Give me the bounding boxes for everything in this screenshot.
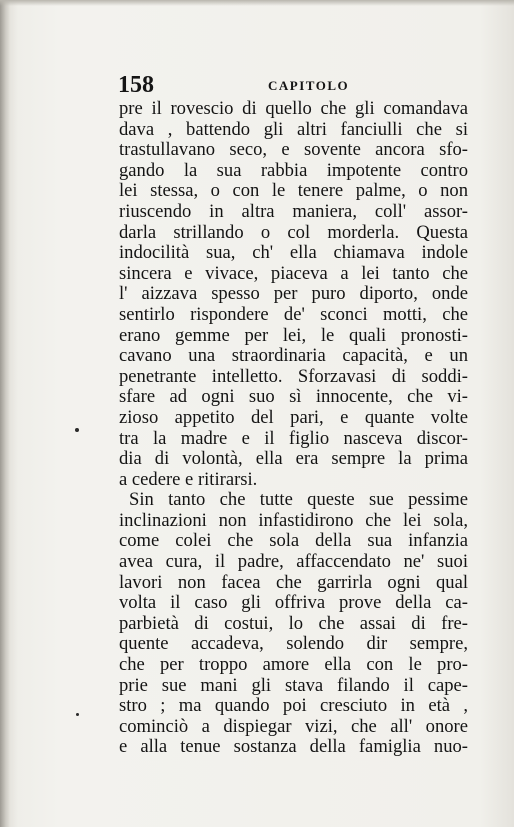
text-line: riuscendo in altra maniera, coll' assor- (119, 201, 468, 222)
page-header (118, 72, 468, 98)
text-line: e alla tenue sostanza della famiglia nuo- (119, 737, 468, 758)
text-line: cominciò a dispiegar vizi, che all' onore (119, 716, 468, 737)
text-line: zioso appetito del pari, e quante volte (119, 407, 468, 428)
text-line: gando la sua rabbia impotente contro (119, 160, 468, 181)
text-line: trastullavano seco, e sovente ancora sfo- (119, 140, 468, 161)
text-line: lei stessa, o con le tenere palme, o non (119, 181, 468, 202)
text-line: come colei che sola della sua infanzia (119, 531, 468, 552)
page-top-edge (0, 0, 514, 6)
text-line: sincera e vivace, piaceva a lei tanto che (119, 263, 468, 284)
text-line: tra la madre e il figlio nasceva discor- (119, 428, 468, 449)
ink-speck (76, 713, 79, 716)
text-line: che per troppo amore ella con le pro- (119, 655, 468, 676)
running-head: CAPITOLO (268, 78, 350, 93)
text-line: pre il rovescio di quello che gli comandava (119, 99, 468, 119)
text-line: quente accadeva, solendo dir sempre, (119, 634, 468, 655)
text-line: Sin tanto che tutte queste sue pessime (129, 490, 468, 511)
text-line: penetrante intelletto. Sforzavasi di soddi- (119, 366, 468, 387)
text-line: a cedere e ritirarsi. (119, 469, 258, 490)
text-line: stro ; ma quando poi cresciuto in età , (119, 696, 468, 717)
binding-shadow (0, 0, 10, 827)
text-line: indocilità sua, ch' ella chiamava indole (119, 243, 468, 264)
text-line: sentirlo rispondere de' sconci motti, che (119, 304, 468, 325)
text-line: inclinazioni non infastidirono che lei sola, (119, 510, 468, 531)
text-line: dia di volontà, ella era sempre la prima (119, 449, 468, 470)
text-line: erano gemme per lei, le quali pronosti- (119, 325, 468, 346)
text-line: sfare ad ogni suo sì innocente, che vi- (119, 387, 468, 408)
text-line: lavori non facea che garrirla ogni qual (119, 572, 468, 593)
text-line: l' aizzava spesso per puro diporto, onde (119, 284, 468, 305)
page-number: 158 (118, 72, 154, 98)
text-line: volta il caso gli offriva prove della ca- (119, 593, 468, 614)
text-line: prie sue mani gli stava filando il cape- (119, 675, 468, 696)
text-line: dava , battendo gli altri fanciulli che si (119, 119, 468, 140)
ink-speck (75, 428, 79, 432)
text-line: parbietà di costui, lo che assai di fre- (119, 613, 468, 634)
text-line: darla strillando o col morderla. Questa (119, 222, 468, 243)
body-text (119, 99, 468, 758)
text-line: avea cura, il padre, affaccendato ne' suoi (119, 552, 468, 573)
text-line: cavano una straordinaria capacità, e un (119, 346, 468, 367)
